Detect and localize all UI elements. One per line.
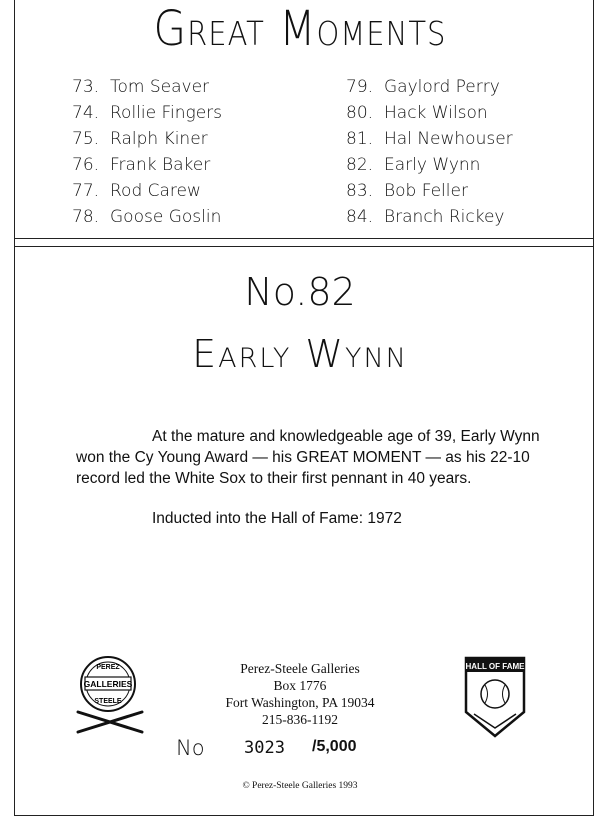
roster-name: Rod Carew — [110, 181, 201, 201]
roster-number: 73. — [72, 77, 100, 97]
logo-text-middle: GALLERIES — [83, 679, 133, 689]
roster-name: Gaylord Perry — [384, 77, 500, 97]
address-line: Box 1776 — [273, 678, 327, 693]
perez-steele-logo — [72, 648, 152, 740]
copyright-line: © Perez-Steele Galleries 1993 — [242, 781, 358, 791]
roster-name: Frank Baker — [110, 155, 211, 175]
roster-item — [72, 204, 222, 230]
roster-number: 83. — [346, 181, 374, 201]
roster-number: 78. — [72, 207, 100, 227]
story-text — [76, 426, 540, 489]
player-name: Early Wynn — [192, 332, 408, 376]
roster-name: Goose Goslin — [110, 207, 222, 227]
serial-number-total: /5,000 — [312, 738, 357, 755]
roster-number: 79. — [346, 77, 374, 97]
serial-number-value: 3023 — [244, 738, 285, 758]
roster-item — [72, 178, 222, 204]
roster-item — [346, 100, 513, 126]
roster-number: 75. — [72, 129, 100, 149]
roster-number: 84. — [346, 207, 374, 227]
roster-number: 80. — [346, 103, 374, 123]
logo-text-top: PEREZ — [96, 664, 120, 671]
roster-item — [346, 204, 513, 230]
induction-line: Inducted into the Hall of Fame: 1972 — [152, 510, 402, 527]
logo-text-bottom: STEELE — [94, 698, 122, 705]
roster-number: 82. — [346, 155, 374, 175]
roster-item — [346, 178, 513, 204]
roster-item — [72, 152, 222, 178]
roster-item — [346, 152, 513, 178]
section-divider — [14, 238, 594, 239]
roster-number: 76. — [72, 155, 100, 175]
gallery-address — [200, 660, 400, 728]
roster-number: 74. — [72, 103, 100, 123]
roster-name: Branch Rickey — [384, 207, 505, 227]
roster-item — [72, 100, 222, 126]
address-line: Fort Washington, PA 19034 — [225, 695, 375, 710]
address-line: 215-836-1192 — [262, 712, 338, 727]
roster-number: 77. — [72, 181, 100, 201]
roster-right — [346, 74, 513, 230]
roster-name: Ralph Kiner — [110, 129, 208, 149]
roster-item — [72, 74, 222, 100]
story-paragraph: At the mature and knowledgeable age of 39, Early Wynn won the Cy Young Award — his GREAT MOMENT — as his 22-10 record led the White Sox to their first pennant in 40 years. — [76, 428, 540, 487]
serial-number-label: No — [176, 736, 205, 760]
roster-number: 81. — [346, 129, 374, 149]
roster-name: Rollie Fingers — [110, 103, 223, 123]
roster-name: Hal Newhouser — [384, 129, 513, 149]
roster-item — [346, 74, 513, 100]
roster-name: Hack Wilson — [384, 103, 488, 123]
roster-item — [346, 126, 513, 152]
section-divider — [14, 246, 594, 247]
roster-name: Early Wynn — [384, 155, 481, 175]
roster-name: Bob Feller — [384, 181, 468, 201]
hall-of-fame-logo — [462, 654, 528, 740]
series-title: Great Moments — [153, 0, 447, 57]
roster-item — [72, 126, 222, 152]
card-number: No.82 — [244, 270, 356, 314]
address-line: Perez-Steele Galleries — [240, 661, 360, 676]
roster-name: Tom Seaver — [110, 77, 210, 97]
roster-left — [72, 74, 222, 230]
logo-text: HALL OF FAME — [465, 662, 525, 671]
